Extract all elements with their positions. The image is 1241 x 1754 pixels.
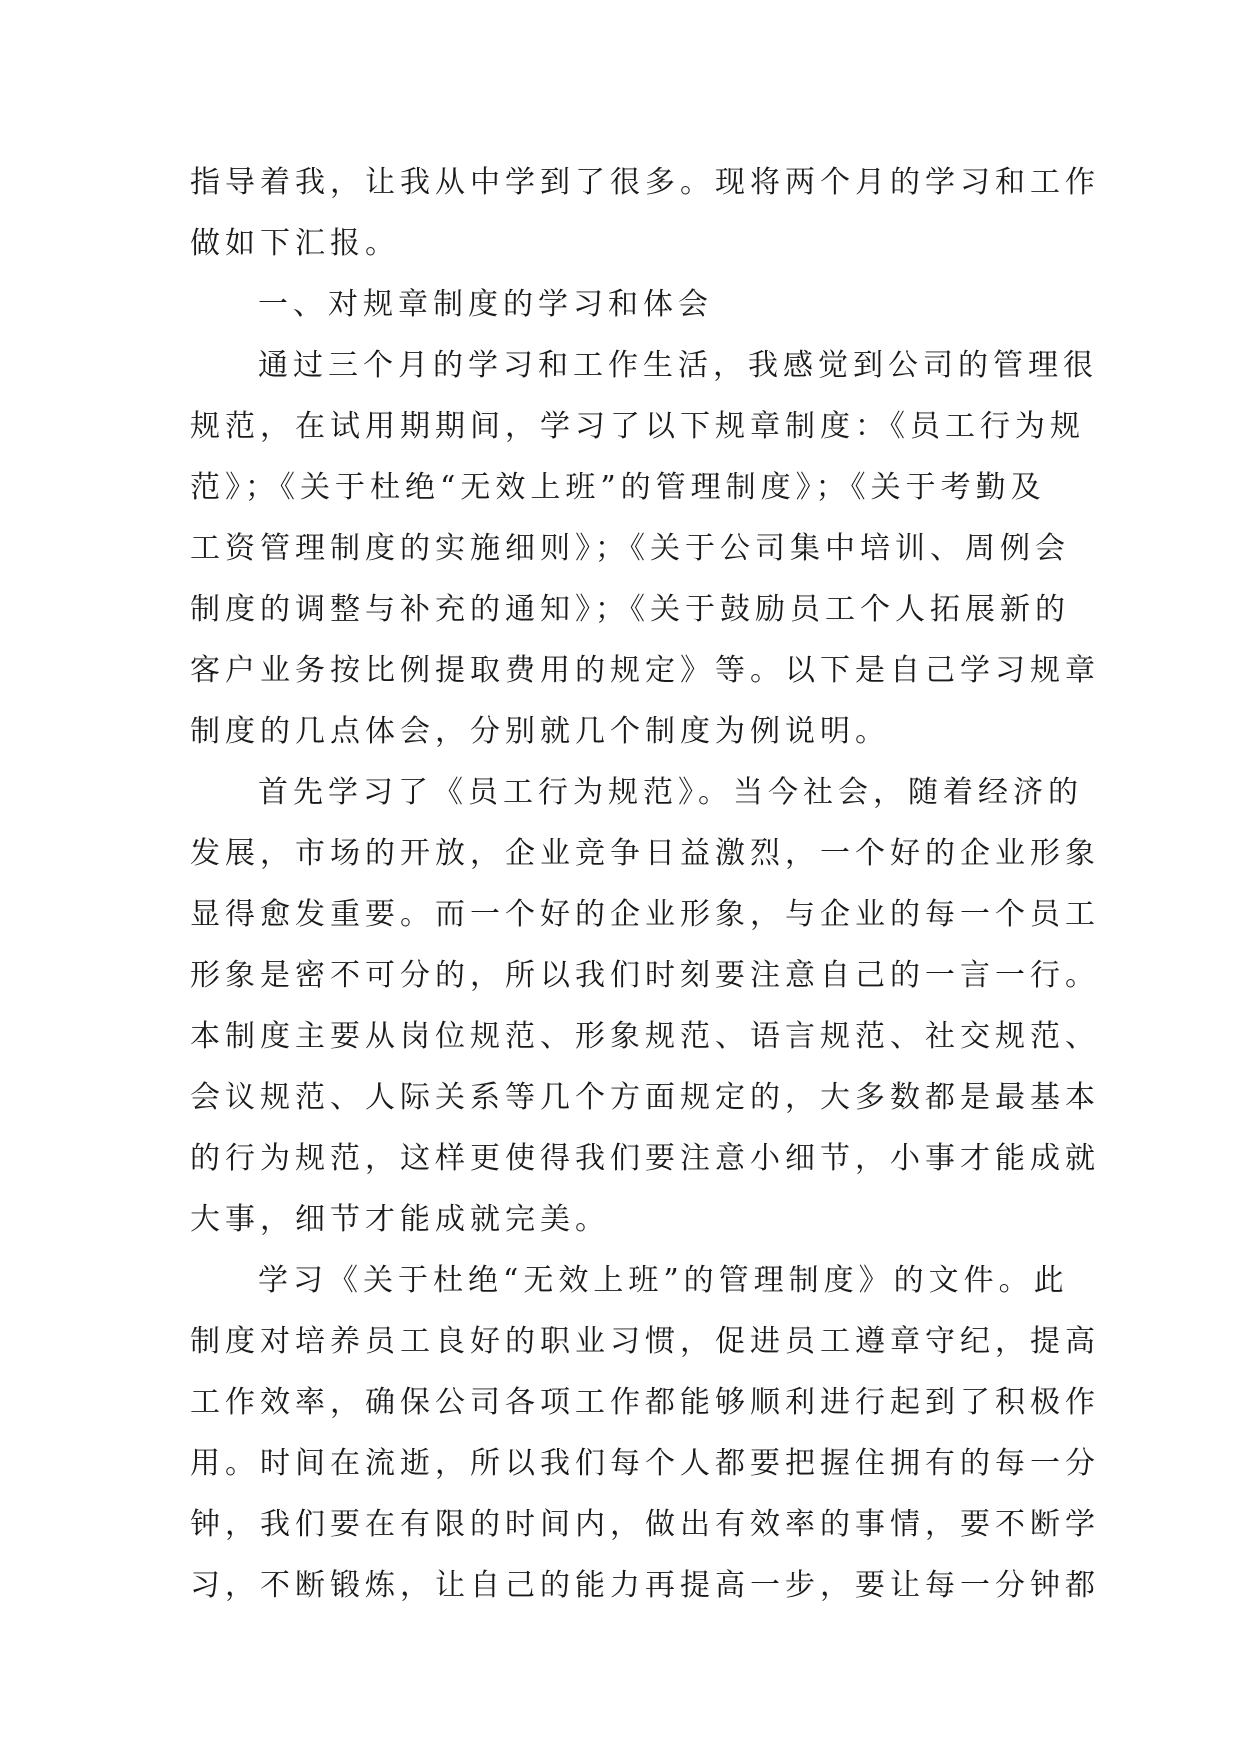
text-line: 工资管理制度的实施细则》；《关于公司集中培训、周例会 <box>190 531 1070 566</box>
text-line: 制度的调整与补充的通知》；《关于鼓励员工个人拓展新的 <box>190 592 1070 627</box>
text-line: 一、对规章制度的学习和体会 <box>258 287 713 322</box>
text-line: 本制度主要从岗位规范、形象规范、语言规范、社交规范、 <box>190 1019 1100 1054</box>
text-line: 客户业务按比例提取费用的规定》等。以下是自己学习规章 <box>190 653 1100 688</box>
text-line: 的行为规范，这样更使得我们要注意小细节，小事才能成就 <box>190 1141 1100 1176</box>
text-line: 形象是密不可分的，所以我们时刻要注意自己的一言一行。 <box>190 958 1100 993</box>
text-line: 发展，市场的开放，企业竞争日益激烈，一个好的企业形象 <box>190 836 1100 871</box>
text-line: 制度的几点体会，分别就几个制度为例说明。 <box>190 714 890 749</box>
text-line: 指导着我，让我从中学到了很多。现将两个月的学习和工作 <box>190 165 1100 200</box>
text-line: 学习《关于杜绝“无效上班”的管理制度》的文件。此 <box>258 1263 1069 1298</box>
text-line: 范》；《关于杜绝“无效上班”的管理制度》；《关于考勤及 <box>190 470 1046 505</box>
text-line: 大事，细节才能成就完美。 <box>190 1202 610 1237</box>
text-line: 显得愈发重要。而一个好的企业形象，与企业的每一个员工 <box>190 897 1100 932</box>
text-line: 通过三个月的学习和工作生活，我感觉到公司的管理很 <box>258 348 1098 383</box>
document-body <box>190 152 1100 1616</box>
text-line: 会议规范、人际关系等几个方面规定的，大多数都是最基本 <box>190 1080 1100 1115</box>
text-line: 用。时间在流逝，所以我们每个人都要把握住拥有的每一分 <box>190 1446 1100 1481</box>
text-line: 钟，我们要在有限的时间内，做出有效率的事情，要不断学 <box>190 1507 1100 1542</box>
text-line: 做如下汇报。 <box>190 226 400 261</box>
text-line: 制度对培养员工良好的职业习惯，促进员工遵章守纪，提高 <box>190 1324 1100 1359</box>
text-line: 习，不断锻炼，让自己的能力再提高一步，要让每一分钟都 <box>190 1568 1100 1603</box>
text-line: 工作效率，确保公司各项工作都能够顺利进行起到了积极作 <box>190 1385 1100 1420</box>
text-line: 首先学习了《员工行为规范》。当今社会，随着经济的 <box>258 775 1083 810</box>
text-line: 规范，在试用期期间，学习了以下规章制度：《员工行为规 <box>190 409 1085 444</box>
